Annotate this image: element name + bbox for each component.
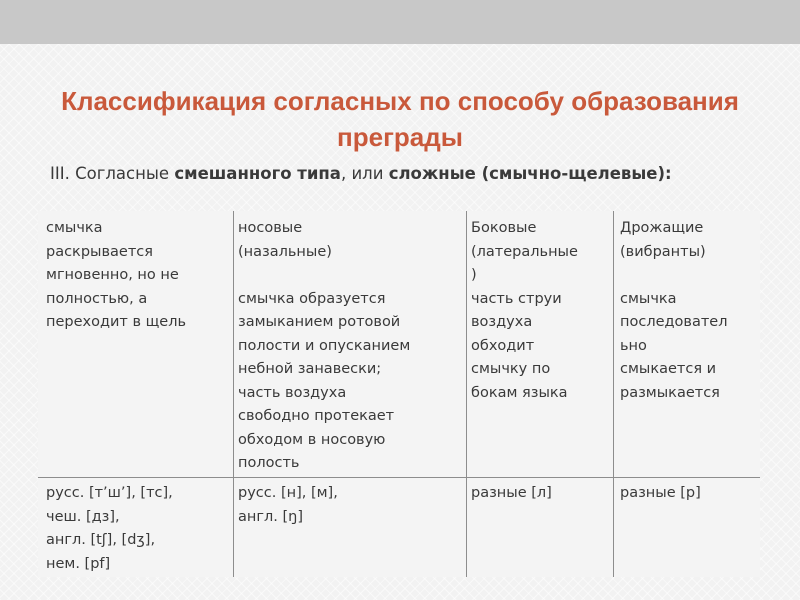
table-cell-r2-c4: разные [р] [620,485,701,501]
subtitle-prefix: III. Согласные [50,164,175,183]
column-divider [466,211,467,577]
consonant-table [38,211,760,577]
subtitle-bold-mixed-type: смешанного типа [174,164,341,183]
table-cell-r1-c3: Боковые (латеральные ) часть струи воздуха обходит смычку по бокам языка [471,220,578,401]
top-decorative-band [0,0,800,44]
table-cell-r1-c4: Дрожащие (вибранты) смычка последовател ьно смыкается и размыкается [620,220,728,401]
table-cell-r1-c2: носовые (назальные) смычка образуется замыканием ротовой полости и опусканием небной занавески; часть воздуха свободно протекает обходом в носовую полость [238,220,411,471]
column-divider [233,211,234,577]
subtitle-middle: , или [340,164,389,183]
row-divider [38,477,760,478]
table-cell-r2-c1: русс. [т’ш’], [тс], чеш. [дз], англ. [tʃ], [dʒ], нем. [pf] [46,485,173,572]
table-cell-r2-c2: русс. [н], [м], англ. [ŋ] [238,485,338,525]
table-cell-r1-c1: смычка раскрывается мгновенно, но не полностью, а переходит в щель [46,220,187,330]
column-divider [613,211,614,577]
table-cell-r2-c3: разные [л] [471,485,552,501]
slide-title: Классификация согласных по способу образования преграды [61,86,739,152]
subtitle-bold-complex: сложные (смычно-щелевые): [388,164,672,183]
subtitle [50,160,750,187]
